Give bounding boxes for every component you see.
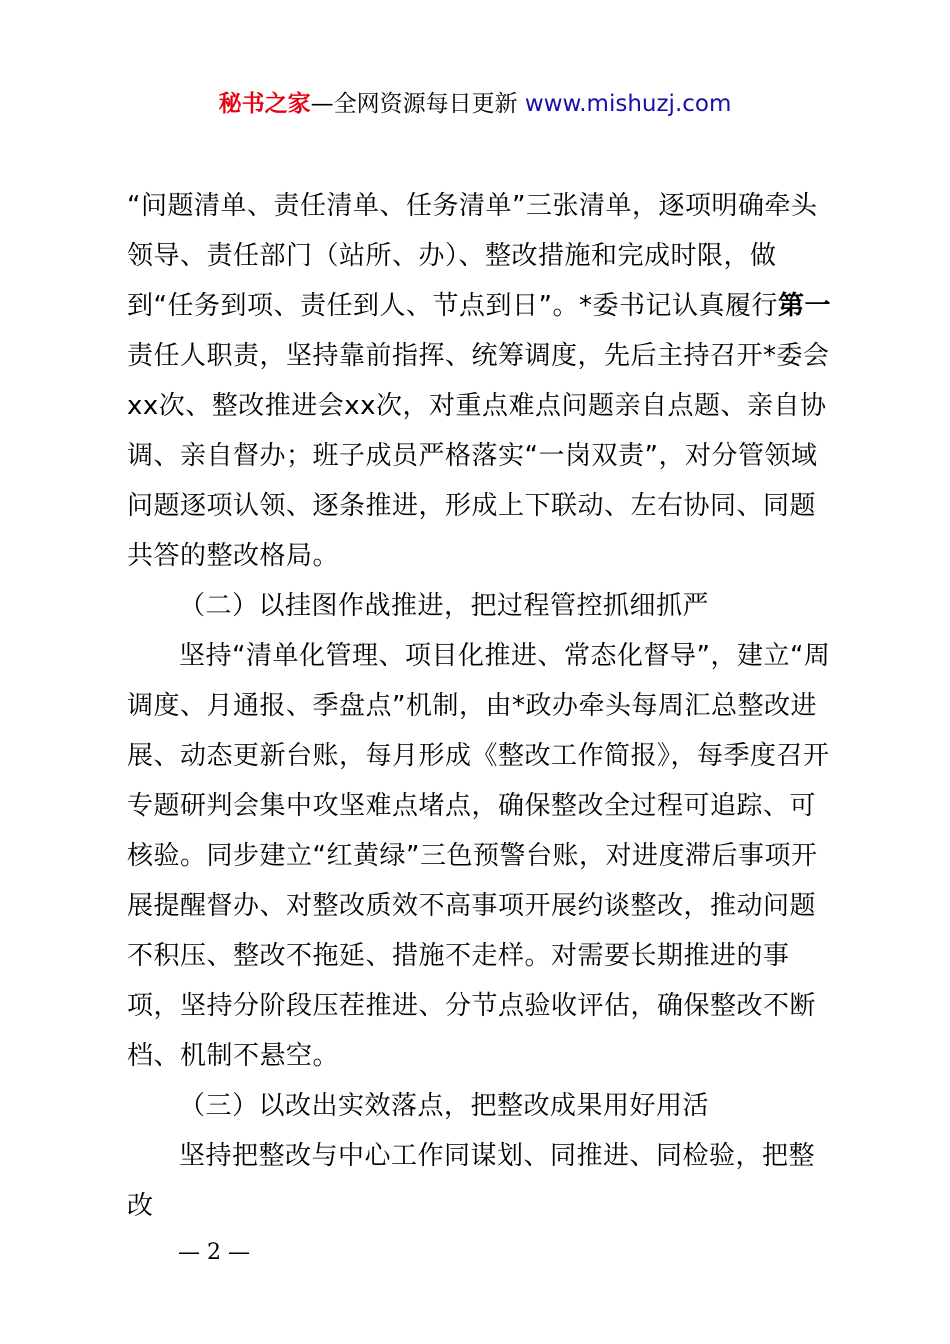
section-heading: （三）以改出实效落点，把整改成果用好用活 bbox=[179, 1091, 710, 1121]
site-tagline: —全网资源每日更新 bbox=[310, 91, 525, 117]
document-body bbox=[127, 181, 837, 1231]
site-url-link[interactable]: www.mishuzj.com bbox=[524, 91, 732, 117]
site-brand: 秘书之家 bbox=[218, 91, 311, 117]
page-number: — 2 — bbox=[178, 1240, 250, 1265]
section-heading: （二）以挂图作战推进，把过程管控抓细抓严 bbox=[179, 591, 710, 621]
paragraph-text: 责任人职责，坚持靠前指挥、统筹调度，先后主持召开*委会xx次、整改推进会xx次，对重点难点问题亲自点题、亲自协调、亲自督办；班子成员严格落实“一岗双责”，对分管领域问题逐项认领、逐条推进，形成上下联动、左右协同、同题共答的整改格局。 bbox=[127, 341, 830, 571]
paragraph: 坚持“清单化管理、项目化推进、常态化督导”，建立“周调度、月通报、季盘点”机制，由*政办牵头每周汇总整改进展、动态更新台账，每月形成《整改工作简报》，每季度召开专题研判会集中攻坚难点堵点，确保整改全过程可追踪、可核验。同步建立“红黄绿”三色预警台账，对进度滞后事项开展提醒督办、对整改质效不高事项开展约谈整改，推动问题不积压、整改不拖延、措施不走样。对需要长期推进的事项，坚持分阶段压茬推进、分节点验收评估，确保整改不断档、机制不悬空。 bbox=[127, 641, 831, 1071]
paragraph-text: “问题清单、责任清单、任务清单”三张清单，逐项明确牵头领导、责任部门（站所、办）、整改措施和完成时限，做到“任务到项、责任到人、节点到日”。*委书记认真履行 bbox=[127, 191, 818, 321]
paragraph: 坚持把整改与中心工作同谋划、同推进、同检验，把整改 bbox=[127, 1141, 816, 1221]
site-header bbox=[0, 88, 950, 120]
bold-text: 第一 bbox=[777, 291, 831, 321]
paragraph-continued bbox=[127, 181, 837, 581]
